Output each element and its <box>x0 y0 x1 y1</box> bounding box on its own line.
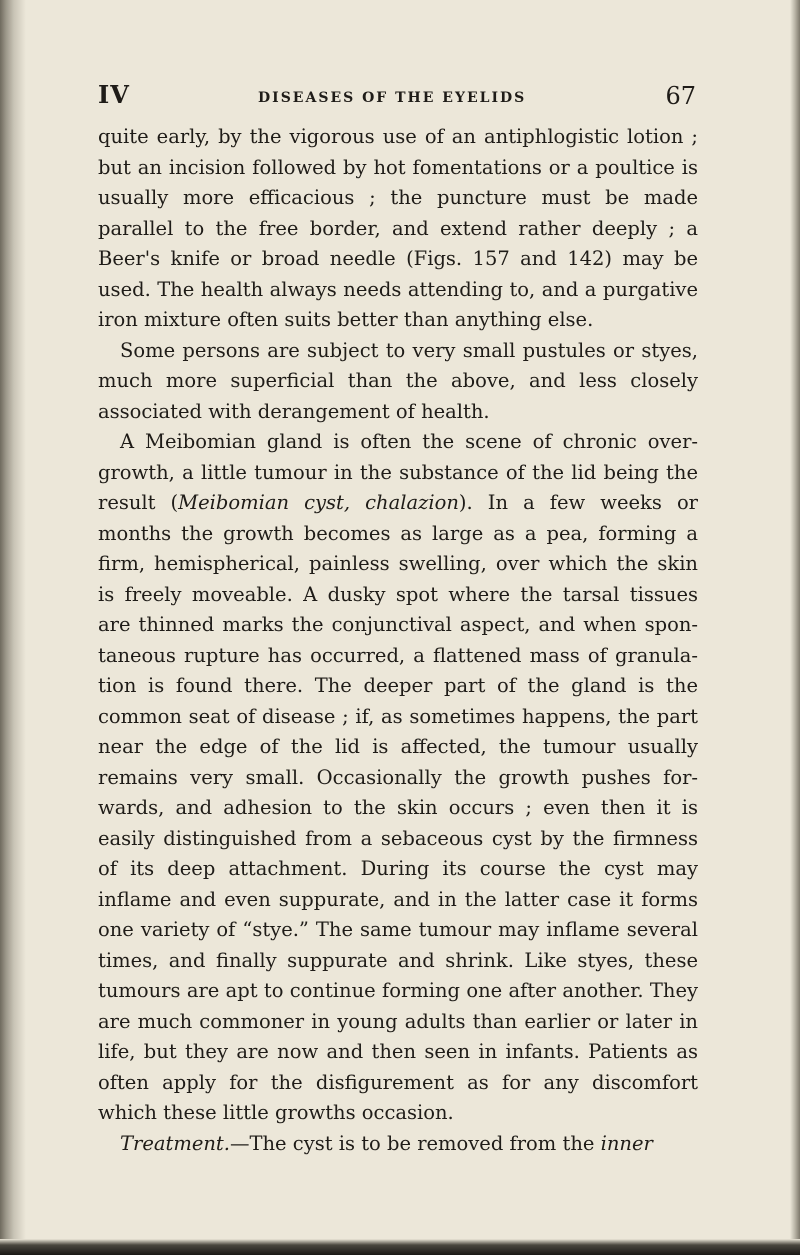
paragraph <box>98 1129 698 1160</box>
binding-shadow <box>0 0 26 1255</box>
body-text <box>98 122 698 1159</box>
paragraph-text: quite early, by the vigorous use of an antiphlogistic lotion ; but an incision followed by hot fomentations or a poultice is usually more efficacious ; the puncture must be made parallel to the free border, and extend rather deeply ; a Beer's knife or broad needle (Figs. 157 and 142) may be used. The health always needs attending to, and a purgative iron mixture often suits better than anything else. <box>98 125 698 331</box>
paragraph-text: Some persons are subject to very small pustules or styes, much more superficial than the above, and less closely associated with derangement of health. <box>98 338 698 423</box>
italic-term: inner <box>600 1131 653 1155</box>
paragraph <box>98 336 698 428</box>
section-label: Treatment. <box>120 1131 230 1155</box>
italic-term: Meibomian cyst, chalazion <box>178 491 459 514</box>
page-bottom-edge <box>0 1239 800 1255</box>
paragraph-text: A Meibomian gland is often the scene of chronic over-growth, a little tumour in the substance of the lid being the result ( <box>98 430 698 514</box>
page-number: 67 <box>665 82 696 110</box>
paragraph-text: —The cyst is to be removed from the <box>229 1131 601 1155</box>
page-edge-shadow <box>790 0 800 1255</box>
paragraph-text: ). In a few weeks or months the growth becomes as large as a pea, forming a firm, hemispherical, painless swelling, over which the skin is freely moveable. A dusky spot where the tarsal tissues are thinned marks the conjunctival aspect, and when spon-taneous rupture has occurred, a flattened mass of granula-tion is found there. The deeper part of the gland is the common seat of disease ; if, as sometimes happens, the part near the edge of the lid is affected, the tumour usually remains very small. Occasionally the growth pushes for-wards, and adhesion to the skin occurs ; even then it is easily distinguished from a sebaceous cyst by the firmness of its deep attachment. During its course the cyst may inflame and even suppurate, and in the latter case it forms one variety of “stye.” The same tumour may inflame several times, and finally suppurate and shrink. Like styes, these tumours are apt to continue forming one after another. They are much commoner in young adults than earlier or later in life, but they are now and then seen in infants. Patients as often apply for the disfigurement as for any discomfort which these little growths occasion. <box>98 491 698 1124</box>
paragraph <box>98 427 698 1129</box>
running-title: DISEASES OF THE EYELIDS <box>258 90 527 106</box>
page-header <box>98 80 698 120</box>
paragraph <box>98 122 698 336</box>
chapter-number: IV <box>98 80 130 109</box>
